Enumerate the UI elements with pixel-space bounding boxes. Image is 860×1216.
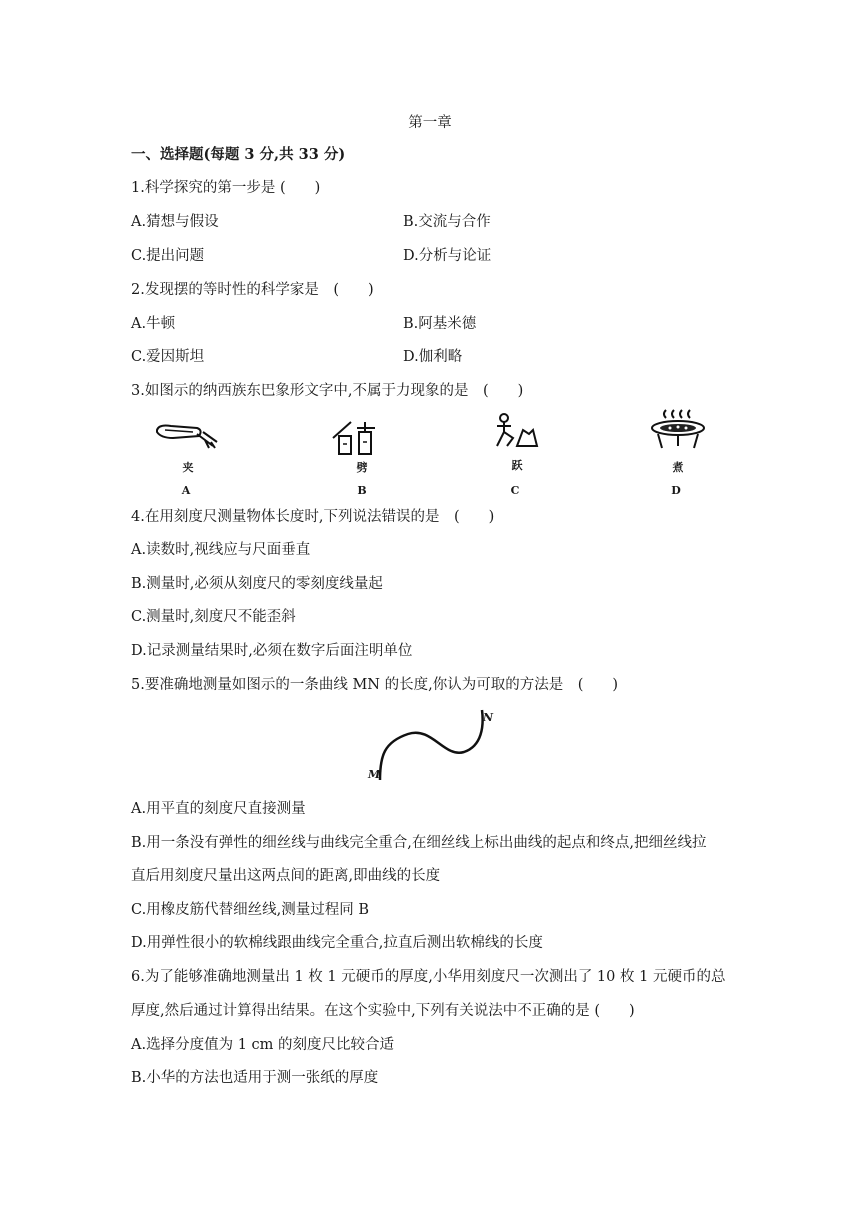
q4-option-b: B.测量时,必须从刻度尺的零刻度线量起 bbox=[131, 576, 383, 592]
q3-caption-b: 劈 bbox=[356, 461, 368, 474]
jump-glyph-icon bbox=[493, 412, 543, 452]
q2-option-d: D.伽利略 bbox=[403, 349, 463, 365]
clip-glyph-icon bbox=[153, 418, 223, 458]
split-glyph-icon bbox=[329, 418, 389, 458]
q4-option-c: C.测量时,刻度尺不能歪斜 bbox=[131, 609, 296, 625]
q1-option-c: C.提出问题 bbox=[131, 248, 205, 264]
q1-option-d: D.分析与论证 bbox=[403, 248, 492, 264]
q2-option-c: C.爱因斯坦 bbox=[131, 349, 205, 365]
q6-option-b: B.小华的方法也适用于测一张纸的厚度 bbox=[131, 1070, 379, 1086]
q6-option-a: A.选择分度值为 1 cm 的刻度尺比较合适 bbox=[131, 1037, 395, 1053]
q5-option-a: A.用平直的刻度尺直接测量 bbox=[131, 801, 306, 817]
question-5-stem: 5.要准确地测量如图示的一条曲线 MN 的长度,你认为可取的方法是 ( ) bbox=[131, 677, 619, 693]
q5-option-b-line1: B.用一条没有弹性的细丝线与曲线完全重合,在细丝线上标出曲线的起点和终点,把细丝线拉 bbox=[131, 835, 707, 851]
question-1-stem: 1.科学探究的第一步是 ( ) bbox=[131, 180, 321, 196]
label-n: N bbox=[483, 711, 494, 724]
q4-option-a: A.读数时,视线应与尺面垂直 bbox=[131, 542, 311, 558]
q3-caption-a: 夹 bbox=[182, 461, 194, 474]
q5-option-b-line2: 直后用刻度尺量出这两点间的距离,即曲线的长度 bbox=[131, 868, 441, 884]
q4-option-d: D.记录测量结果时,必须在数字后面注明单位 bbox=[131, 643, 413, 659]
question-4-stem: 4.在用刻度尺测量物体长度时,下列说法错误的是 ( ) bbox=[131, 509, 495, 525]
q3-letter-b: B bbox=[357, 484, 367, 497]
q2-option-a: A.牛顿 bbox=[131, 316, 176, 332]
question-2-stem: 2.发现摆的等时性的科学家是 ( ) bbox=[131, 282, 374, 298]
q2-option-b: B.阿基米德 bbox=[403, 316, 477, 332]
q3-caption-c: 跃 bbox=[511, 459, 523, 472]
q3-caption-d: 煮 bbox=[672, 461, 684, 474]
q1-option-b: B.交流与合作 bbox=[403, 214, 491, 230]
q1-option-a: A.猜想与假设 bbox=[131, 214, 219, 230]
q5-option-d: D.用弹性很小的软棉线跟曲线完全重合,拉直后测出软棉线的长度 bbox=[131, 935, 543, 951]
section-header: 一、选择题(每题 3 分,共 33 分) bbox=[131, 146, 346, 163]
q3-letter-c: C bbox=[510, 484, 520, 497]
question-3-stem: 3.如图示的纳西族东巴象形文字中,不属于力现象的是 ( ) bbox=[131, 383, 524, 399]
q3-letter-a: A bbox=[181, 484, 191, 497]
question-6-stem-line1: 6.为了能够准确地测量出 1 枚 1 元硬币的厚度,小华用刻度尺一次测出了 10 枚 1 元硬币的总 bbox=[131, 969, 726, 985]
q5-option-c: C.用橡皮筋代替细丝线,测量过程同 B bbox=[131, 902, 370, 918]
question-6-stem-line2: 厚度,然后通过计算得出结果。在这个实验中,下列有关说法中不正确的是 ( ) bbox=[131, 1003, 635, 1019]
q3-letter-d: D bbox=[671, 484, 681, 497]
label-m: M bbox=[368, 768, 381, 781]
chapter-title: 第一章 bbox=[408, 115, 452, 131]
cook-glyph-icon bbox=[648, 408, 708, 452]
